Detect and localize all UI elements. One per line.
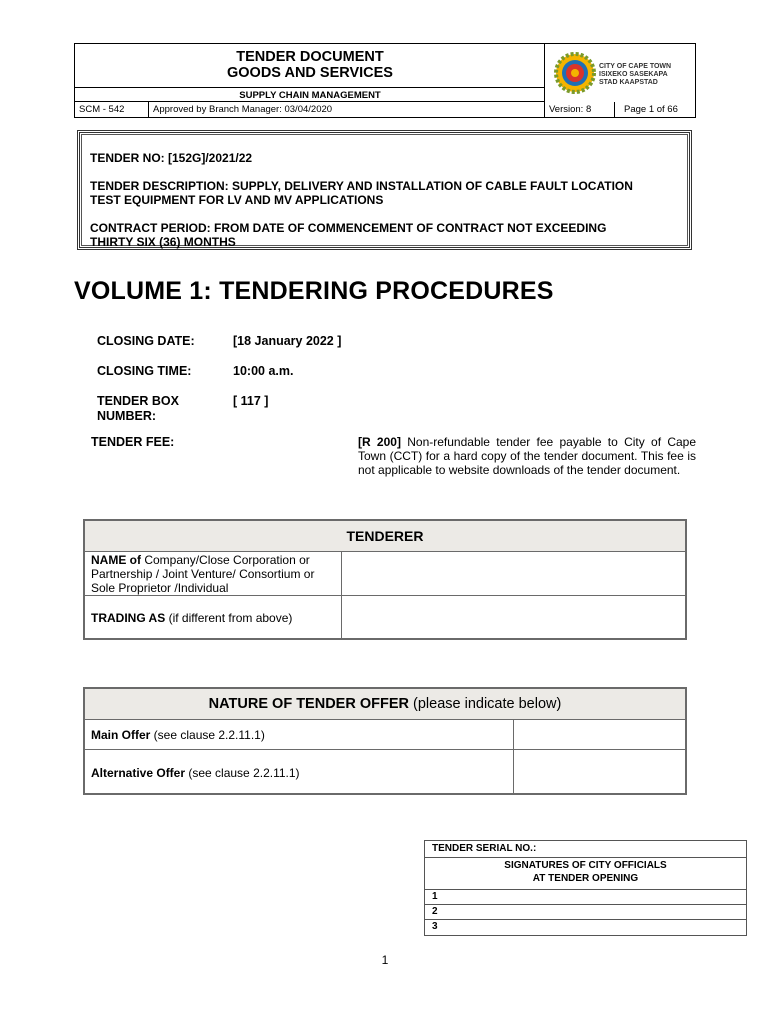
contract-period-line2: THIRTY SIX (36) MONTHS	[90, 235, 236, 249]
closing-time-value: 10:00 a.m.	[233, 364, 294, 378]
tender-serial-table	[424, 840, 747, 936]
volume-title: VOLUME 1: TENDERING PROCEDURES	[74, 277, 554, 305]
header-title-line2: GOODS AND SERVICES	[227, 65, 393, 81]
tender-offer-table	[83, 687, 687, 795]
document-header	[74, 43, 696, 118]
header-title-box	[75, 44, 545, 102]
tender-fee-amount: [R 200]	[358, 435, 401, 449]
tender-box-value: [ 117 ]	[233, 394, 269, 408]
contract-period-line1: CONTRACT PERIOD: FROM DATE OF COMMENCEMENT OF CONTRACT NOT EXCEEDING	[90, 221, 607, 235]
approval-info: Approved by Branch Manager: 03/04/2020	[149, 102, 545, 118]
main-offer-checkbox[interactable]	[515, 720, 685, 748]
company-name-field[interactable]	[343, 552, 685, 594]
signature-row[interactable]: 3	[432, 921, 438, 932]
main-offer-label: Main Offer (see clause 2.2.11.1)	[91, 728, 265, 742]
tender-info-box	[77, 130, 692, 250]
closing-date-value: [18 January 2022 ]	[233, 334, 342, 348]
form-code: SCM - 542	[75, 102, 149, 118]
closing-time-label: CLOSING TIME:	[97, 364, 192, 378]
logo-text: CITY OF CAPE TOWN ISIXEKO SASEKAPA STAD KAAPSTAD	[599, 63, 672, 86]
tenderer-table	[83, 519, 687, 640]
header-subtitle: SUPPLY CHAIN MANAGEMENT	[75, 87, 545, 101]
tenderer-heading: TENDERER	[85, 521, 685, 552]
tender-description-line2: TEST EQUIPMENT FOR LV AND MV APPLICATIONS	[90, 193, 384, 207]
city-emblem-icon	[553, 51, 597, 95]
trading-as-field[interactable]	[343, 596, 685, 638]
signatures-heading: SIGNATURES OF CITY OFFICIALS AT TENDER OPENING	[425, 858, 746, 890]
alternative-offer-checkbox[interactable]	[515, 750, 685, 793]
tender-box-label: TENDER BOX NUMBER:	[97, 394, 179, 423]
version-info: Version: 8	[545, 102, 615, 118]
city-of-cape-town-logo	[553, 51, 695, 97]
page-number: 1	[381, 953, 389, 967]
tender-fee-label: TENDER FEE:	[91, 435, 175, 449]
tender-fee-text: [R 200] Non-refundable tender fee payable to City of Cape Town (CCT) for a hard copy of the tender document. This fee is not applicable to website downloads of the tender document.	[358, 435, 697, 477]
tender-description-line1: TENDER DESCRIPTION: SUPPLY, DELIVERY AND INSTALLATION OF CABLE FAULT LOCATION	[90, 179, 633, 193]
page-info: Page 1 of 66	[624, 104, 678, 115]
tender-number: TENDER NO: [152G]/2021/22	[90, 151, 253, 165]
offer-heading: NATURE OF TENDER OFFER (please indicate below)	[85, 689, 685, 720]
trading-as-label: TRADING AS (if different from above)	[91, 611, 293, 625]
header-info-row	[75, 102, 695, 118]
signature-row[interactable]: 1	[425, 890, 746, 905]
closing-date-label: CLOSING DATE:	[97, 334, 195, 348]
company-name-label: NAME of Company/Close Corporation or Partnership / Joint Venture/ Consortium or Sole Proprietor /Individual	[91, 553, 315, 595]
alternative-offer-label: Alternative Offer (see clause 2.2.11.1)	[91, 766, 300, 780]
header-title-line1: TENDER DOCUMENT	[236, 49, 384, 65]
signature-row[interactable]: 2	[425, 905, 746, 920]
serial-title: TENDER SERIAL NO.:	[432, 843, 537, 854]
